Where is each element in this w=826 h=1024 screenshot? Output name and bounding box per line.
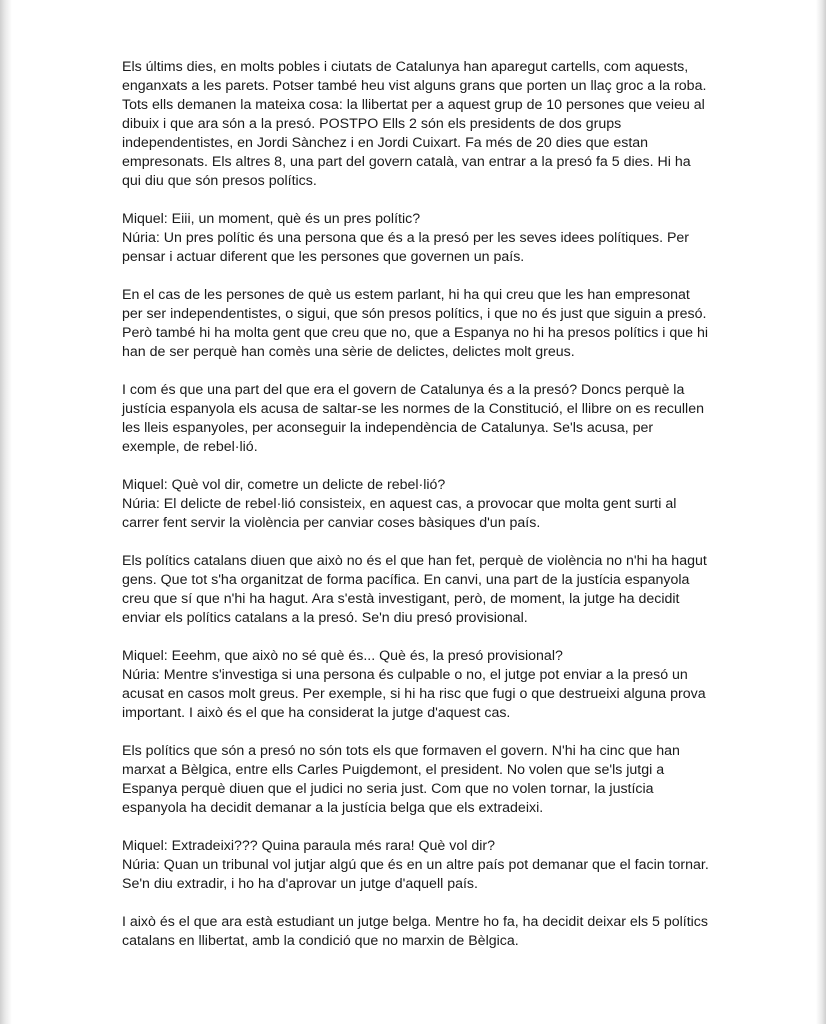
paragraph-govern-preso: I com és que una part del que era el govern de Catalunya és a la presó? Doncs perquè la justícia espanyola els acusa de saltar-se les normes de la Constitució, el llibre on es recullen les lleis espanyoles, per aconseguir la independència de Catalunya. Se'ls acusa, per exemple, de rebel·lió.	[122, 382, 704, 455]
paragraph-opinions: En el cas de les persones de què us estem parlant, hi ha qui creu que les han empresonat per ser independentistes, o sigui, que són presos polítics, i que no és just que siguin a presó. Però també hi ha molta gent que creu que no, que a Espanya no hi ha presos polítics i que hi han de ser perquè han comès una sèrie de delictes, delictes molt greus.	[122, 287, 709, 360]
dialogue-rebellio: Miquel: Què vol dir, cometre un delicte de rebel·lió? Núria: El delicte de rebel·lió consisteix, en aquest cas, a provocar que molta gent surti al carrer fent servir la violència per canviar coses bàsiques d'un país.	[122, 477, 677, 531]
dialogue-extradir: Miquel: Extradeixi??? Quina paraula més rara! Què vol dir? Núria: Quan un tribunal vol jutjar algú que és en un altre país pot demanar que el facin tornar. Se'n diu extradir, i ho ha d'aprovar un jutge d'aquell país.	[122, 838, 709, 892]
paragraph-violencia: Els polítics catalans diuen que això no és el que han fet, perquè de violència no n'hi ha hagut gens. Que tot s'ha organitzat de forma pacífica. En canvi, una part de la justícia espanyola creu que sí que n'hi ha hagut. Ara s'està investigant, però, de moment, la jutge ha decidit enviar els polítics catalans a la presó. Se'n diu presó provisional.	[122, 553, 707, 626]
paragraph-intro: Els últims dies, en molts pobles i ciutats de Catalunya han aparegut cartells, com aquests, enganxats a les parets. Potser també heu vist alguns grans que porten un llaç groc a la roba. Tots ells demanen la mateixa cosa: la llibertat per a aquest grup de 10 persones que veieu al dibuix i que ara són a la presó. POSTPO Ells 2 són els presidents de dos grups independentistes, en Jordi Sànchez i en Jordi Cuixart. Fa més de 20 dies que estan empresonats. Els altres 8, una part del govern català, van entrar a la presó fa 5 dies. Hi ha qui diu que són presos polítics.	[122, 59, 707, 189]
dialogue-preso-provisional: Miquel: Eeehm, que això no sé què és... Què és, la presó provisional? Núria: Mentre s'investiga si una persona és culpable o no, el jutge pot enviar a la presó un acusat en casos molt greus. Per exemple, si hi ha risc que fugi o que destrueixi alguna prova important. I això és el que ha considerat la jutge d'aquest cas.	[122, 648, 706, 721]
paragraph-jutge-belga: I això és el que ara està estudiant un jutge belga. Mentre ho fa, ha decidit deixar els 5 polítics catalans en llibertat, amb la condició que no marxin de Bèlgica.	[122, 914, 708, 949]
page-edge-left	[0, 0, 12, 1024]
paragraph-belgica: Els polítics que són a presó no són tots els que formaven el govern. N'hi ha cinc que han marxat a Bèlgica, entre ells Carles Puigdemont, el president. No volen que se'ls jutgi a Espanya perquè diuen que el judici no seria just. Com que no volen tornar, la justícia espanyola ha decidit demanar a la justícia belga que els extradeixi.	[122, 743, 680, 816]
page-edge-right	[816, 0, 826, 1024]
document-body	[122, 58, 712, 951]
dialogue-pres-politic: Miquel: Eiii, un moment, què és un pres polític? Núria: Un pres polític és una persona que és a la presó per les seves idees polítiques. Per pensar i actuar diferent que les persones que governen un país.	[122, 211, 690, 265]
